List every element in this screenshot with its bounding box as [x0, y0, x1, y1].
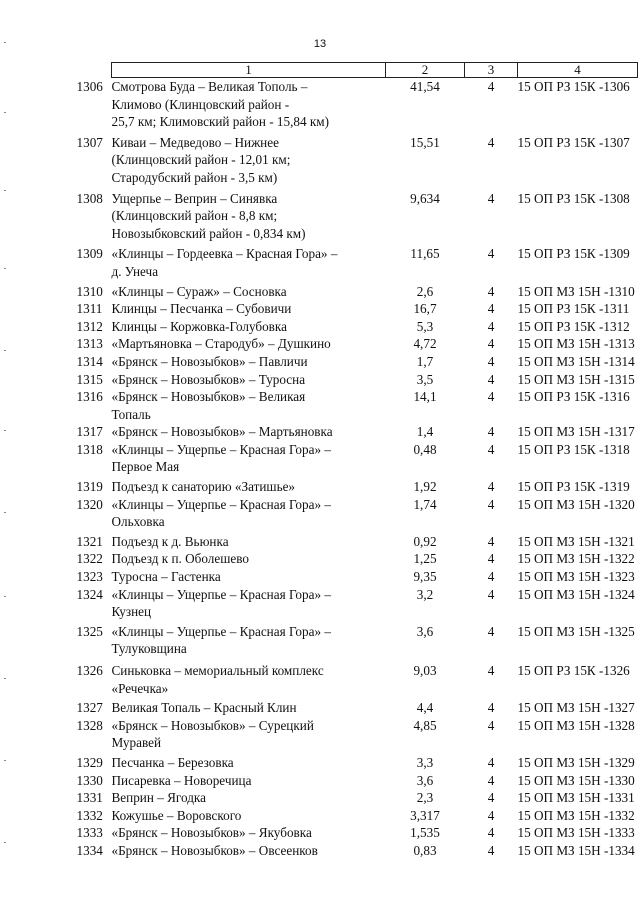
table-row [112, 245, 638, 282]
road-name: Великая Топаль – Красный Клин [111, 700, 297, 716]
row-number: 1318 [76, 441, 103, 457]
road-length: 1,25 [413, 551, 437, 567]
road-name: «Клинцы – Сураж» – Сосновка [111, 283, 287, 299]
road-code: 15 ОП РЗ 15К -1319 [517, 479, 630, 495]
table-row [112, 623, 638, 662]
road-length: 9,03 [413, 663, 437, 678]
road-length: 3,3 [416, 754, 434, 770]
road-category: 4 [487, 353, 495, 369]
row-number: 1334 [76, 842, 103, 858]
road-name: «Брянск – Новозыбков» – Овсеенков [111, 842, 318, 858]
row-number: 1333 [76, 825, 103, 841]
road-category: 4 [487, 79, 495, 94]
road-category: 4 [487, 371, 495, 387]
road-category: 4 [487, 389, 495, 405]
road-name-cell [76, 662, 386, 699]
road-length: 15,51 [410, 134, 440, 150]
road-code: 15 ОП РЗ 15К -1316 [517, 389, 630, 405]
row-number: 1320 [76, 496, 103, 512]
road-name-cell [76, 441, 386, 478]
road-category: 4 [487, 807, 495, 823]
row-number: 1308 [76, 190, 103, 206]
road-length: 3,5 [416, 371, 434, 387]
road-length: 3,317 [410, 807, 440, 823]
road-name: Туросна – Гастенка [111, 569, 221, 585]
row-number: 1324 [76, 586, 103, 602]
road-category: 4 [487, 586, 495, 602]
road-name-cell [76, 717, 386, 754]
road-category: 4 [487, 551, 495, 567]
table-body [76, 78, 638, 860]
road-code: 15 ОП МЗ 15Н -1331 [517, 790, 635, 806]
table-row [112, 533, 638, 551]
road-name-cell [76, 388, 386, 423]
table-row [112, 662, 638, 699]
road-name: Синьковка – мемориальный комплекс «Речечка» [111, 663, 324, 696]
column-header-4: 4 [518, 63, 638, 78]
road-code: 15 ОП МЗ 15Н -1310 [517, 283, 635, 299]
road-code: 15 ОП МЗ 15Н -1333 [517, 825, 635, 841]
road-code: 15 ОП МЗ 15Н -1313 [517, 336, 635, 352]
table-row [112, 807, 638, 825]
road-name: Подъезд к д. Вьюнка [111, 533, 229, 549]
table-row [112, 717, 638, 754]
road-category: 4 [487, 663, 495, 678]
road-name: «Клинцы – Ущерпье – Красная Гора» – Кузнец [111, 586, 331, 620]
row-number: 1311 [76, 301, 103, 317]
scan-margin-marks [4, 0, 6, 905]
row-number: 1332 [76, 807, 103, 823]
road-category: 4 [487, 533, 495, 549]
road-name: «Брянск – Новозыбков» – Туросна [111, 371, 306, 387]
table-row [112, 318, 638, 336]
road-length: 5,3 [416, 318, 434, 334]
row-number: 1319 [76, 479, 103, 495]
road-name: «Клинцы – Гордеевка – Красная Гора» – д. Унеча [111, 246, 338, 279]
road-name-cell [76, 78, 386, 134]
road-length: 4,4 [416, 700, 434, 716]
row-number: 1312 [76, 318, 103, 334]
road-length: 16,7 [413, 301, 437, 317]
road-category: 4 [487, 496, 495, 512]
table-row [112, 699, 638, 717]
road-length: 0,92 [413, 533, 437, 549]
table-row [112, 496, 638, 533]
road-length: 0,48 [413, 441, 437, 457]
road-category: 4 [487, 424, 495, 440]
table-row [112, 568, 638, 586]
road-name: Кожушье – Воровского [111, 807, 242, 823]
road-length: 11,65 [410, 246, 440, 262]
table-row [112, 754, 638, 772]
table-header-row [112, 63, 638, 78]
road-name-cell [76, 371, 386, 389]
road-code: 15 ОП РЗ 15К -1306 [517, 79, 630, 94]
table-row [112, 371, 638, 389]
road-code: 15 ОП МЗ 15Н -1327 [517, 700, 635, 716]
road-length: 14,1 [413, 389, 437, 405]
road-category: 4 [487, 336, 495, 352]
road-name-cell [76, 807, 386, 825]
road-length: 1,7 [416, 353, 434, 369]
table-row [112, 842, 638, 860]
row-number: 1307 [76, 134, 103, 150]
road-code: 15 ОП МЗ 15Н -1321 [517, 533, 635, 549]
road-name-cell [76, 772, 386, 790]
road-code: 15 ОП РЗ 15К -1312 [517, 318, 630, 334]
road-name: «Клинцы – Ущерпье – Красная Гора» – Первое Мая [111, 441, 331, 475]
road-category: 4 [487, 717, 495, 733]
table-row [112, 441, 638, 478]
road-category: 4 [487, 569, 495, 585]
road-name: Клинцы – Песчанка – Субовичи [111, 301, 292, 317]
row-number: 1321 [76, 533, 103, 549]
road-category: 4 [487, 190, 495, 206]
road-length: 2,3 [416, 790, 434, 806]
table-row [112, 134, 638, 190]
road-category: 4 [487, 283, 495, 299]
road-code: 15 ОП РЗ 15К -1308 [517, 190, 630, 206]
road-name: Смотрова Буда – Великая Тополь – Климово (Клинцовский район - 25,7 км; Климовский район - 15,84 км) [111, 79, 330, 130]
road-code: 15 ОП МЗ 15Н -1329 [517, 754, 635, 770]
row-number: 1316 [76, 389, 103, 405]
road-name: Подъезд к санаторию «Затишье» [111, 479, 296, 495]
road-name: «Клинцы – Ущерпье – Красная Гора» – Тулуковщина [111, 623, 331, 657]
row-number: 1330 [76, 772, 103, 788]
page-number: 13 [313, 38, 327, 50]
road-name-cell [76, 568, 386, 586]
road-code: 15 ОП МЗ 15Н -1330 [517, 772, 635, 788]
road-name-cell [76, 842, 386, 860]
road-name: «Брянск – Новозыбков» – Мартьяновка [111, 424, 333, 440]
road-name: Писаревка – Новоречица [111, 772, 252, 788]
road-name-cell [76, 533, 386, 551]
road-name: Песчанка – Березовка [111, 754, 234, 770]
road-length: 9,634 [410, 190, 440, 206]
road-name-cell [76, 699, 386, 717]
road-length: 3,6 [416, 623, 434, 639]
road-code: 15 ОП РЗ 15К -1311 [517, 301, 630, 317]
table-row [112, 388, 638, 423]
road-length: 9,35 [413, 569, 437, 585]
table-row [112, 478, 638, 496]
table-row [112, 190, 638, 246]
road-length: 1,4 [416, 424, 434, 440]
road-code: 15 ОП МЗ 15Н -1328 [517, 717, 635, 733]
road-category: 4 [487, 301, 495, 317]
road-name-cell [76, 789, 386, 807]
table-row [112, 772, 638, 790]
road-name: Ущерпье – Веприн – Синявка (Клинцовский район - 8,8 км; Новозыбковский район - 0,834 км) [111, 190, 306, 241]
column-header-2: 2 [386, 63, 465, 78]
road-name-cell [76, 478, 386, 496]
road-category: 4 [487, 754, 495, 770]
row-number: 1315 [76, 371, 103, 387]
road-length: 41,54 [410, 79, 440, 94]
road-name-cell [76, 245, 386, 282]
road-category: 4 [487, 246, 495, 262]
road-length: 1,535 [410, 825, 440, 841]
road-category: 4 [487, 825, 495, 841]
road-name: «Брянск – Новозыбков» – Якубовка [111, 825, 312, 841]
road-category: 4 [487, 441, 495, 457]
road-category: 4 [487, 842, 495, 858]
row-number: 1331 [76, 790, 103, 806]
table-row [112, 824, 638, 842]
road-name: «Брянск – Новозыбков» – Павличи [111, 353, 308, 369]
road-name-cell [76, 190, 386, 246]
road-name-cell [76, 423, 386, 441]
row-number: 1323 [76, 569, 103, 585]
road-code: 15 ОП МЗ 15Н -1334 [517, 842, 635, 858]
road-length: 2,6 [416, 283, 434, 299]
road-code: 15 ОП МЗ 15Н -1322 [517, 551, 635, 567]
road-name-cell [76, 824, 386, 842]
row-number: 1326 [76, 663, 103, 678]
road-code: 15 ОП МЗ 15Н -1323 [517, 569, 635, 585]
road-category: 4 [487, 772, 495, 788]
road-length: 4,85 [413, 717, 437, 733]
road-name-cell [76, 754, 386, 772]
road-name: «Мартьяновка – Стародуб» – Душкино [111, 336, 331, 352]
road-name-cell [76, 318, 386, 336]
road-name: Подъезд к п. Оболешево [111, 551, 249, 567]
row-number: 1317 [76, 424, 103, 440]
road-length: 1,92 [413, 479, 437, 495]
row-number: 1327 [76, 700, 103, 716]
row-number: 1328 [76, 717, 103, 733]
road-category: 4 [487, 318, 495, 334]
road-category: 4 [487, 623, 495, 639]
road-code: 15 ОП МЗ 15Н -1325 [517, 623, 635, 639]
row-number: 1313 [76, 336, 103, 352]
row-number: 1310 [76, 283, 103, 299]
column-header-1: 1 [112, 63, 386, 78]
road-code: 15 ОП МЗ 15Н -1332 [517, 807, 635, 823]
road-code: 15 ОП МЗ 15Н -1317 [517, 424, 635, 440]
roads-table [76, 62, 638, 860]
row-number: 1329 [76, 754, 103, 770]
road-code: 15 ОП МЗ 15Н -1314 [517, 353, 635, 369]
table-row [112, 283, 638, 301]
road-name-cell [76, 550, 386, 568]
road-name-cell [76, 496, 386, 533]
road-name: Веприн – Ягодка [111, 790, 206, 806]
road-name-cell [76, 353, 386, 371]
road-length: 3,2 [416, 586, 434, 602]
road-length: 1,74 [413, 496, 437, 512]
road-category: 4 [487, 790, 495, 806]
table-row [112, 550, 638, 568]
road-name-cell [76, 300, 386, 318]
road-length: 4,72 [413, 336, 437, 352]
road-code: 15 ОП РЗ 15К -1309 [517, 246, 630, 262]
road-name: Киваи – Медведово – Нижнее (Клинцовский район - 12,01 км; Стародубский район - 3,5 км) [111, 134, 291, 185]
row-number: 1309 [76, 246, 103, 262]
road-length: 3,6 [416, 772, 434, 788]
row-number: 1325 [76, 623, 103, 639]
road-name-cell [76, 623, 386, 662]
road-name-cell [76, 586, 386, 623]
road-name: «Брянск – Новозыбков» – Сурецкий Муравей [111, 717, 314, 751]
road-code: 15 ОП МЗ 15Н -1324 [517, 586, 635, 602]
road-name-cell [76, 283, 386, 301]
road-name: «Брянск – Новозыбков» – Великая Топаль [111, 389, 306, 422]
table-row [112, 335, 638, 353]
road-category: 4 [487, 700, 495, 716]
table-row [112, 300, 638, 318]
row-number: 1322 [76, 551, 103, 567]
column-header-3: 3 [465, 63, 518, 78]
road-code: 15 ОП МЗ 15Н -1315 [517, 371, 635, 387]
table-row [112, 353, 638, 371]
road-code: 15 ОП РЗ 15К -1326 [517, 663, 630, 678]
row-number: 1306 [76, 79, 103, 94]
road-name-cell [76, 134, 386, 190]
road-category: 4 [487, 134, 495, 150]
road-code: 15 ОП РЗ 15К -1318 [517, 441, 630, 457]
table-row [112, 78, 638, 134]
road-name: «Клинцы – Ущерпье – Красная Гора» – Ольховка [111, 496, 331, 530]
road-name-cell [76, 335, 386, 353]
road-length: 0,83 [413, 842, 437, 858]
row-number: 1314 [76, 353, 103, 369]
road-name: Клинцы – Коржовка-Голубовка [111, 318, 287, 334]
table-row [112, 586, 638, 623]
table-row [112, 423, 638, 441]
road-category: 4 [487, 479, 495, 495]
road-code: 15 ОП МЗ 15Н -1320 [517, 496, 635, 512]
road-code: 15 ОП РЗ 15К -1307 [517, 134, 630, 150]
table-row [112, 789, 638, 807]
